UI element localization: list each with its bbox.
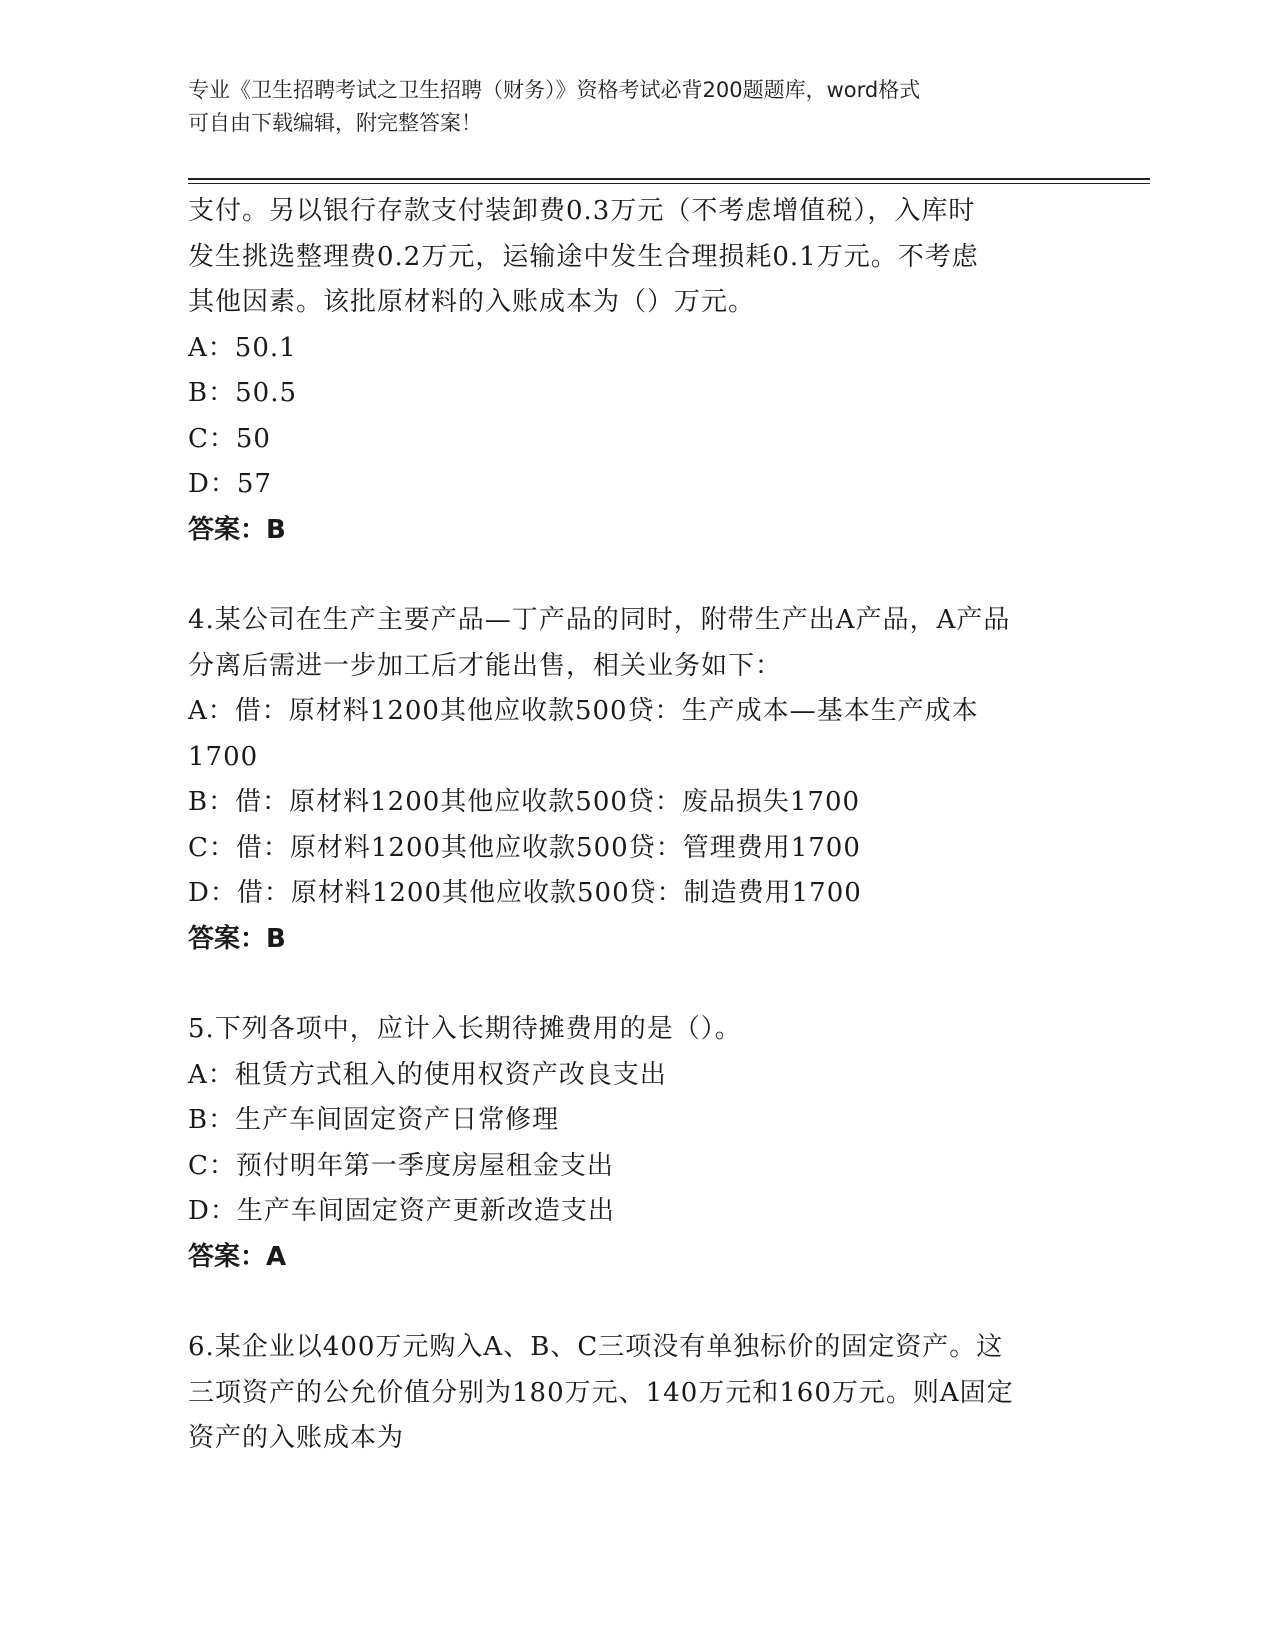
question-text-line: 发生挑选整理费0.2万元，运输途中发生合理损耗0.1万元。不考虑 <box>188 241 979 272</box>
header-divider-thin <box>188 183 1150 184</box>
question-text-line: 支付。另以银行存款支付装卸费0.3万元（不考虑增值税），入库时 <box>188 196 976 226</box>
answer-line: 答案：B <box>188 514 286 545</box>
question-text-line: 资产的入账成本为 <box>188 1423 405 1453</box>
question-text-line: 分离后需进一步加工后才能出售，相关业务如下： <box>188 650 783 681</box>
question-5 <box>188 1007 1088 1280</box>
answer-line: 答案：A <box>188 1241 287 1272</box>
option-a: A：50.1 <box>188 332 297 363</box>
option-a: A：借：原材料1200其他应收款500贷：生产成本—基本生产成本 <box>188 696 979 726</box>
spacer <box>188 1280 1088 1325</box>
question-text-line: 4.某公司在生产主要产品—丁产品的同时，附带生产出A产品，A产品 <box>188 605 1011 635</box>
question-text-line: 三项资产的公允价值分别为180万元、140万元和160万元。则A固定 <box>188 1377 1014 1408</box>
question-content <box>188 189 1088 1462</box>
question-text-line: 其他因素。该批原材料的入账成本为（）万元。 <box>188 287 756 317</box>
option-a: A：租赁方式租入的使用权资产改良支出 <box>188 1059 667 1090</box>
option-b: B：生产车间固定资产日常修理 <box>188 1105 560 1135</box>
header-divider-thick <box>188 178 1150 180</box>
question-6 <box>188 1325 1088 1462</box>
option-d: D：57 <box>188 469 272 499</box>
option-c: C：借：原材料1200其他应收款500贷：管理费用1700 <box>188 832 861 863</box>
option-c: C：50 <box>188 423 271 454</box>
page-header <box>188 74 1088 140</box>
question-4 <box>188 598 1088 962</box>
spacer <box>188 553 1088 598</box>
header-line-2: 可自由下载编辑，附完整答案！ <box>188 111 482 135</box>
answer-line: 答案：B <box>188 923 286 954</box>
option-d: D：生产车间固定资产更新改造支出 <box>188 1196 615 1226</box>
option-d: D：借：原材料1200其他应收款500贷：制造费用1700 <box>188 878 862 908</box>
option-c: C：预付明年第一季度房屋租金支出 <box>188 1150 614 1181</box>
question-3 <box>188 189 1088 553</box>
question-text-line: 6.某企业以400万元购入A、B、C三项没有单独标价的固定资产。这 <box>188 1332 1004 1362</box>
option-b: B：借：原材料1200其他应收款500贷：废品损失1700 <box>188 787 861 817</box>
spacer <box>188 962 1088 1007</box>
option-b: B：50.5 <box>188 378 297 408</box>
question-text-line: 5.下列各项中，应计入长期待摊费用的是（）。 <box>188 1014 742 1044</box>
header-line-1: 专业《卫生招聘考试之卫生招聘（财务）》资格考试必背200题题库，word格式 <box>188 78 921 102</box>
option-a-continued: 1700 <box>188 741 259 772</box>
